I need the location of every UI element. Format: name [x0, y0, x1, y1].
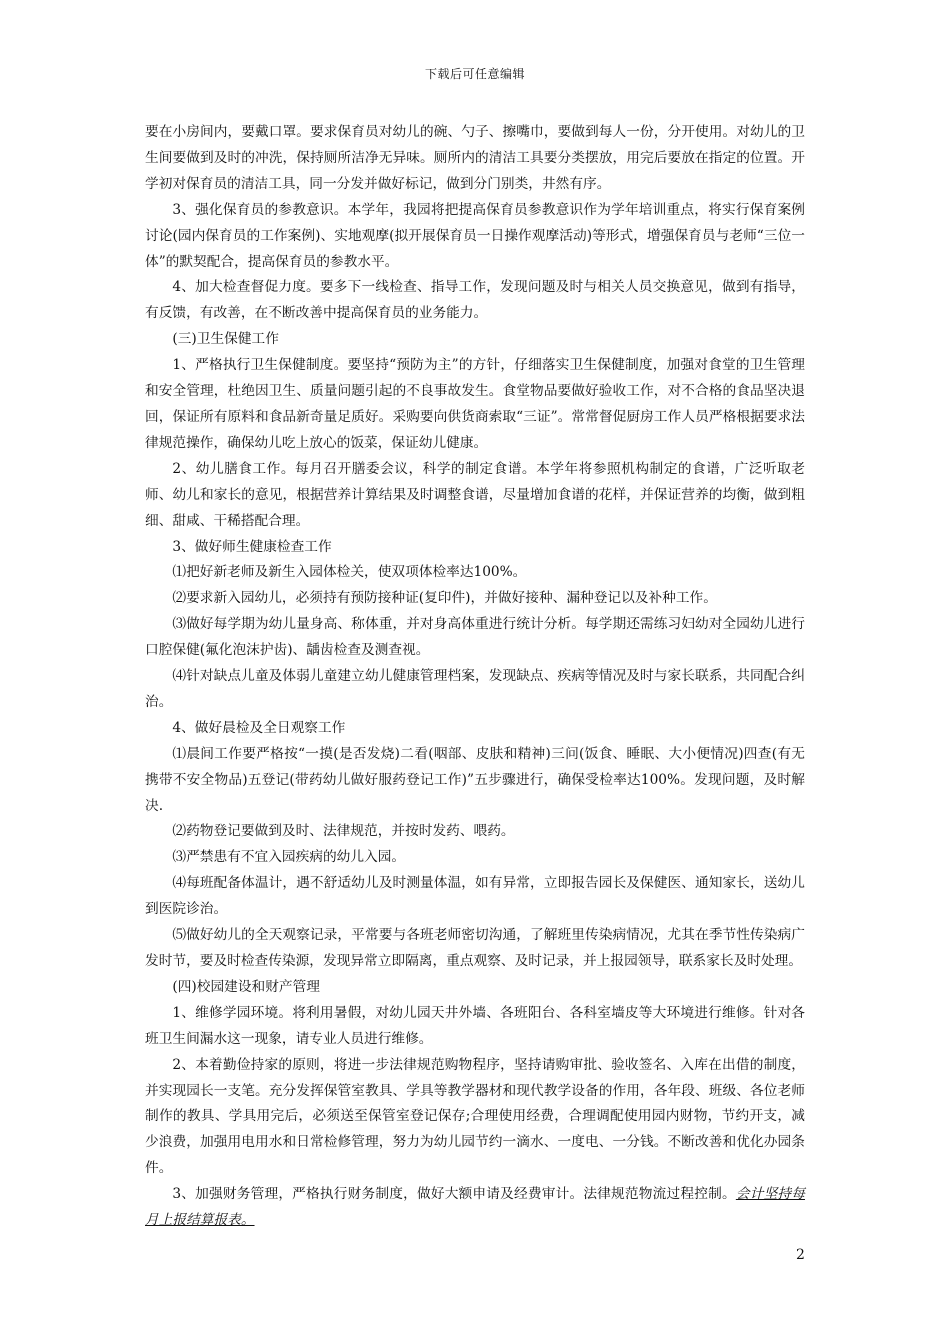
list-item: ⑶做好每学期为幼儿量身高、称体重，并对身高体重进行统计分析。每学期还需练习妇幼对全园幼儿进行口腔保健(氟化泡沫护齿)、龋齿检查及测查视。 — [145, 616, 805, 659]
list-item: ⑴晨间工作要严格按“一摸(是否发烧)二看(咽部、皮肤和精神)三问(饭食、睡眠、大小便情况)四查(有无携带不安全物品)五登记(带药幼儿做好服药登记工作)”五步骤进行，确保受检率达100%。发现问题，及时解决. — [145, 745, 805, 814]
sub-heading: 4、做好晨检及全日观察工作 — [172, 719, 346, 736]
paragraph: 1、维修学园环境。将利用暑假，对幼儿园天井外墙、各班阳台、各科室墙皮等大环境进行维修。针对各班卫生间漏水这一现象，请专业人员进行维修。 — [145, 1004, 805, 1047]
paragraph: 4、加大检查督促力度。要多下一线检查、指导工作，发现问题及时与相关人员交换意见，做到有指导，有反馈，有改善，在不断改善中提高保育员的业务能力。 — [145, 279, 805, 322]
paragraph: 2、本着勤俭持家的原则，将进一步法律规范购物程序，坚持请购审批、验收签名、入库在出借的制度，并实现园长一支笔。充分发挥保管室教具、学具等教学器材和现代教学设备的作用，各年段、班级、各位老师制作的教具、学具用完后，必须送至保管室登记保存;合理使用经费，合理调配使用园内财物，节约开支，减少浪费，加强用电用水和日常检修管理，努力为幼儿园节约一滴水、一度电、一分钱。不断改善和优化办园条件。 — [145, 1056, 805, 1177]
list-item: ⑶严禁患有不宜入园疾病的幼儿入园。 — [172, 849, 406, 866]
page-header: 下载后可任意编辑 — [424, 67, 525, 81]
paragraph: 要在小房间内，要戴口罩。要求保育员对幼儿的碗、勺子、擦嘴巾，要做到每人一份，分开使用。对幼儿的卫生间要做到及时的冲洗，保持厕所洁净无异味。厕所内的清洁工具要分类摆放，用完后要放在指定的位置。开学初对保育员的清洁工具，同一分发并做好标记，做到分门别类，井然有序。 — [145, 124, 805, 192]
section-heading: (四)校园建设和财产管理 — [172, 978, 320, 995]
list-item: ⑵药物登记要做到及时、法律规范，并按时发药、喂药。 — [172, 823, 515, 840]
list-item: ⑷针对缺点儿童及体弱儿童建立幼儿健康管理档案，发现缺点、疾病等情况及时与家长联系，共同配合纠治。 — [145, 668, 805, 710]
paragraph: 2、幼儿膳食工作。每月召开膳委会议，科学的制定食谱。本学年将参照机构制定的食谱，广泛听取老师、幼儿和家长的意见，根据营养计算结果及时调整食谱，尽量增加食谱的花样，并保证营养的均衡，做到粗细、甜咸、干稀搭配合理。 — [145, 460, 805, 529]
list-item: ⑸做好幼儿的全天观察记录，平常要与各班老师密切沟通，了解班里传染病情况，尤其在季节性传染病广发时节，要及时检查传染源，发现异常立即隔离，重点观察、及时记录，并上报园领导，联系家长及时处理。 — [145, 927, 805, 969]
paragraph-last — [145, 1182, 805, 1234]
list-item: ⑴把好新老师及新生入园体检关，使双项体检率达100%。 — [172, 564, 527, 581]
underlined-italic-text: 会计坚持每月上报结算报表。 — [145, 1186, 805, 1229]
paragraph: 1、严格执行卫生保健制度。要坚持“预防为主”的方针，仔细落实卫生保健制度，加强对食堂的卫生管理和安全管理，杜绝因卫生、质量问题引起的不良事故发生。食堂物品要做好验收工作，对不合格的食品坚决退回，保证所有原料和食品新奇量足质好。采购要向供货商索取“三证”。常常督促厨房工作人员严格根据要求法律规范操作，确保幼儿吃上放心的饭菜，保证幼儿健康。 — [145, 357, 805, 451]
paragraph-last-text: 3、加强财务管理，严格执行财务制度，做好大额申请及经费审计。法律规范物流过程控制。 — [172, 1186, 736, 1203]
section-heading: (三)卫生保健工作 — [172, 331, 279, 348]
list-item: ⑵要求新入园幼儿，必须持有预防接种证(复印件)，并做好接种、漏种登记以及补种工作。 — [172, 590, 717, 607]
paragraph: 3、强化保育员的参教意识。本学年，我园将把提高保育员参教意识作为学年培训重点，将实行保育案例讨论(园内保育员的工作案例)、实地观摩(拟开展保育员一日操作观摩活动)等形式，增强保育员与老师“三位一体”的默契配合，提高保育员的参教水平。 — [145, 201, 805, 270]
list-item: ⑷每班配备体温计，遇不舒适幼儿及时测量体温，如有异常，立即报告园长及保健医、通知家长，送幼儿到医院诊治。 — [145, 875, 805, 918]
page-number: 2 — [796, 1247, 805, 1263]
document-body — [145, 120, 805, 1234]
sub-heading: 3、做好师生健康检查工作 — [172, 538, 332, 555]
